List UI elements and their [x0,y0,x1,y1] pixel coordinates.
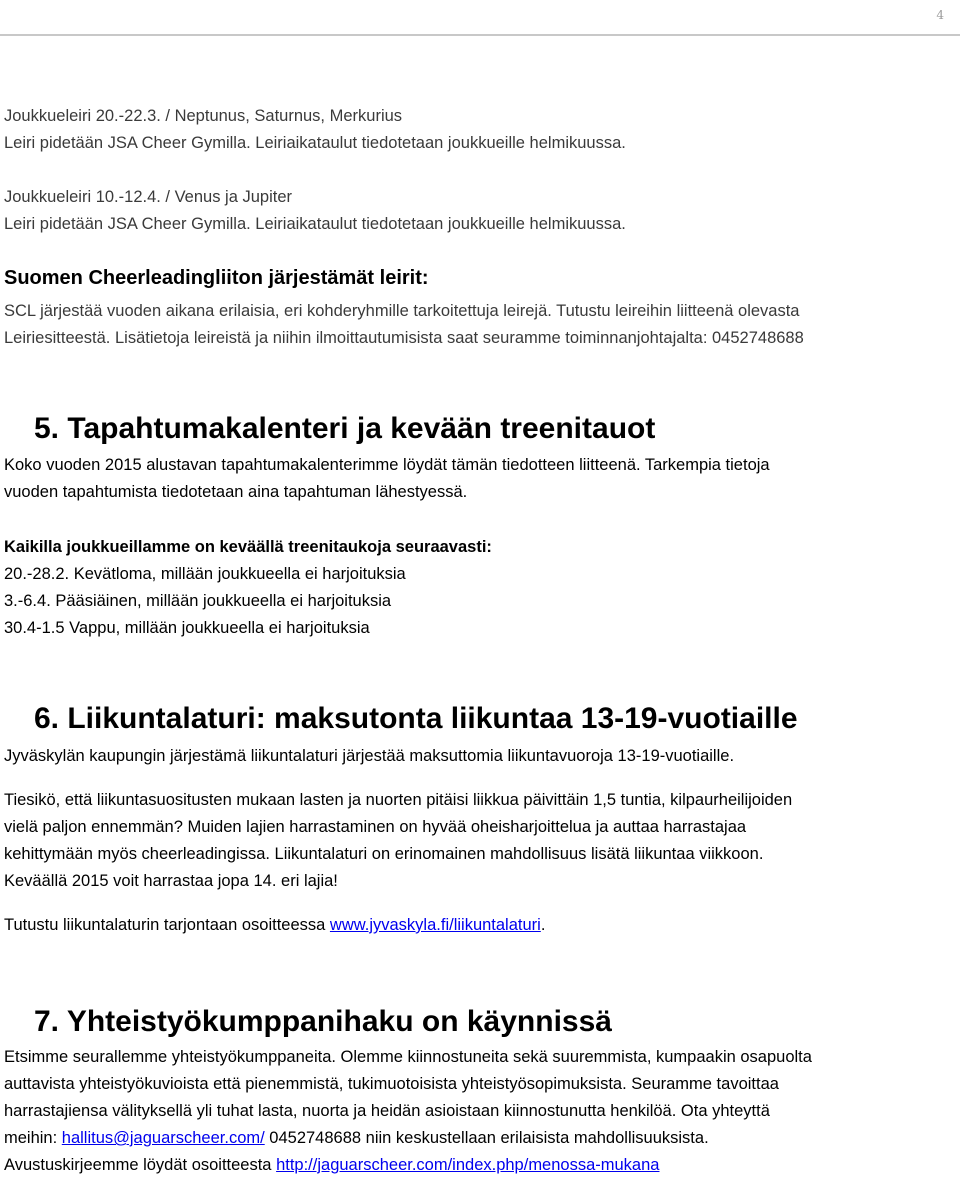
page-header [0,0,960,36]
break-item: 3.-6.4. Pääsiäinen, millään joukkueella ei harjoituksia [4,592,392,610]
break-item: 30.4-1.5 Vappu, millään joukkueella ei harjoituksia [4,619,370,637]
section-5-text: vuoden tapahtumista tiedotetaan aina tapahtuman lähestyessä. [4,483,468,501]
section-7-text: harrastajiensa välityksellä yli tuhat lasta, nuorta ja heidän asioistaan kiinnostunutta henkilöä. Ota yhteyttä [4,1102,770,1120]
scl-text: Leiriesitteestä. Lisätietoja leireistä ja niihin ilmoittautumisista saat seuramme toiminnanjohtajalta: 0452748688 [4,329,804,347]
camp-line: Joukkueleiri 20.-22.3. / Neptunus, Saturnus, Merkurius [4,107,403,125]
camps-section [4,103,956,157]
grants-line [4,1152,956,1179]
section-6-text: kehittymään myös cheerleadingissa. Liikuntalaturi on erinomainen mahdollisuus lisätä liikuntaa viikkoon. [4,845,764,863]
section-6-text: vielä paljon ennemmän? Muiden lajien harrastaminen on hyvää oheisharjoittelua ja auttaa harrastajaa [4,818,747,836]
camp-line: Leiri pidetään JSA Cheer Gymilla. Leiriaikataulut tiedotetaan joukkueille helmikuussa. [4,215,626,233]
section-6-link-line [4,912,956,939]
section-5-body [4,452,956,506]
liikuntalaturi-link[interactable]: www.jyvaskyla.fi/liikuntalaturi [329,916,541,934]
breaks-heading: Kaikilla joukkueillamme on keväällä treenitaukoja seuraavasti: [4,538,492,556]
camp-line: Joukkueleiri 10.-12.4. / Venus ja Jupiter [4,188,293,206]
section-7-body [4,1044,956,1179]
contact-prefix: meihin: [4,1129,62,1147]
section-7-text: Etsimme seurallemme yhteistyökumppaneita. Olemme kiinnostuneita sekä suuremmista, kumpaakin osapuolta [4,1048,812,1066]
contact-suffix: 0452748688 niin keskustellaan erilaisista mahdollisuuksista. [264,1129,709,1147]
section-6-paragraph [4,787,956,895]
section-5-text: Koko vuoden 2015 alustavan tapahtumakalenterimme löydät tämän tiedotteen liitteenä. Tarkempia tietoja [4,456,770,474]
page-number: 4 [936,8,944,22]
grants-prefix: Avustuskirjeemme löydät osoitteesta [4,1156,277,1174]
section-6-text: Tiesikö, että liikuntasuositusten mukaan lasten ja nuorten pitäisi liikkua päivittäin 1,5 tuntia, kilpaurheilijoiden [4,791,793,809]
contact-line [4,1125,956,1152]
link-prefix: Tutustu liikuntalaturin tarjontaan osoitteessa [4,916,330,934]
section-7-text: auttavista yhteistyökuvioista että pienemmistä, tukimuotoisista yhteistyösopimuksista. Seuramme tavoittaa [4,1075,779,1093]
link-suffix: . [540,916,546,934]
section-5-title: 5. Tapahtumakalenteri ja kevään treenitauot [34,412,656,445]
section-6-intro [4,743,956,770]
section-6-title: 6. Liikuntalaturi: maksutonta liikuntaa 13-19-vuotiaille [34,702,798,735]
section-6-text: Keväällä 2015 voit harrastaa jopa 14. eri lajia! [4,872,338,890]
scl-heading: Suomen Cheerleadingliiton järjestämät leirit: [4,267,429,289]
section-6-text: Jyväskylän kaupungin järjestämä liikuntalaturi järjestää maksuttomia liikuntavuoroja 13-19-vuotiaille. [4,747,735,765]
email-link[interactable]: hallitus@jaguarscheer.com/ [61,1129,265,1147]
grants-link[interactable]: http://jaguarscheer.com/index.php/menossa-mukana [276,1156,660,1174]
scl-section [4,265,956,352]
camps-section-2 [4,184,956,238]
section-7-title: 7. Yhteistyökumppanihaku on käynnissä [34,1005,612,1038]
break-item: 20.-28.2. Kevätloma, millään joukkueella ei harjoituksia [4,565,406,583]
scl-text: SCL järjestää vuoden aikana erilaisia, eri kohderyhmille tarkoitettuja leirejä. Tutustu leireihin liitteenä olevasta [4,302,800,320]
camp-line: Leiri pidetään JSA Cheer Gymilla. Leiriaikataulut tiedotetaan joukkueille helmikuussa. [4,134,626,152]
breaks-section [4,534,956,642]
